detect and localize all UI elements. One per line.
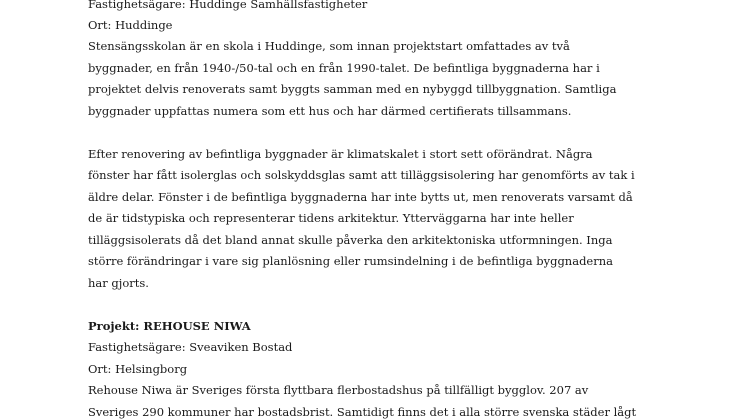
text-line: projektet delvis renoverats samt byggts samman med en nybyggd tillbyggnation. Samtliga: [88, 82, 617, 96]
text-line: Stensängsskolan är en skola i Huddinge, som innan projektstart omfattades av två: [88, 39, 570, 53]
text-line: de är tidstypiska och representerar tidens arkitektur. Ytterväggarna har inte heller: [88, 211, 574, 225]
text-line: byggnader uppfattas numera som ett hus och har därmed certifierats tillsammans.: [88, 104, 572, 118]
text-line: större förändringar i vare sig planlösning eller rumsindelning i de befintliga byggnaderna: [88, 254, 614, 268]
text-line: Efter renovering av befintliga byggnader är klimatskalet i stort sett oförändrat. Några: [88, 147, 593, 161]
text-line: äldre delar. Fönster i de befintliga byggnaderna har inte bytts ut, men renoverats varsamt då: [88, 190, 633, 204]
location: Ort: Helsingborg: [88, 362, 188, 376]
text-line: Rehouse Niwa är Sveriges första flyttbara flerbostadshus på tillfälligt bygglov. 207 av: [88, 383, 589, 397]
text-line: byggnader, en från 1940-/50-tal och en från 1990-talet. De befintliga byggnaderna har i: [88, 61, 600, 75]
text-line: tilläggsisolerats då det bland annat skulle påverka den arkitektoniska utformningen. Inga: [88, 233, 613, 247]
property-owner: Fastighetsägare: Sveaviken Bostad: [88, 340, 293, 354]
text-line: Sveriges 290 kommuner har bostadsbrist. Samtidigt finns det i alla större svenska städer lågt: [88, 405, 637, 419]
property-owner: Fastighetsägare: Huddinge Samhällsfastigheter: [88, 0, 368, 11]
project-title: Projekt: REHOUSE NIWA: [88, 319, 251, 333]
text-line: fönster har fått isolerglas och solskyddsglas samt att tilläggsisolering har genomförts av tak i: [88, 168, 635, 182]
location: Ort: Huddinge: [88, 18, 173, 32]
text-line: har gjorts.: [88, 276, 149, 290]
